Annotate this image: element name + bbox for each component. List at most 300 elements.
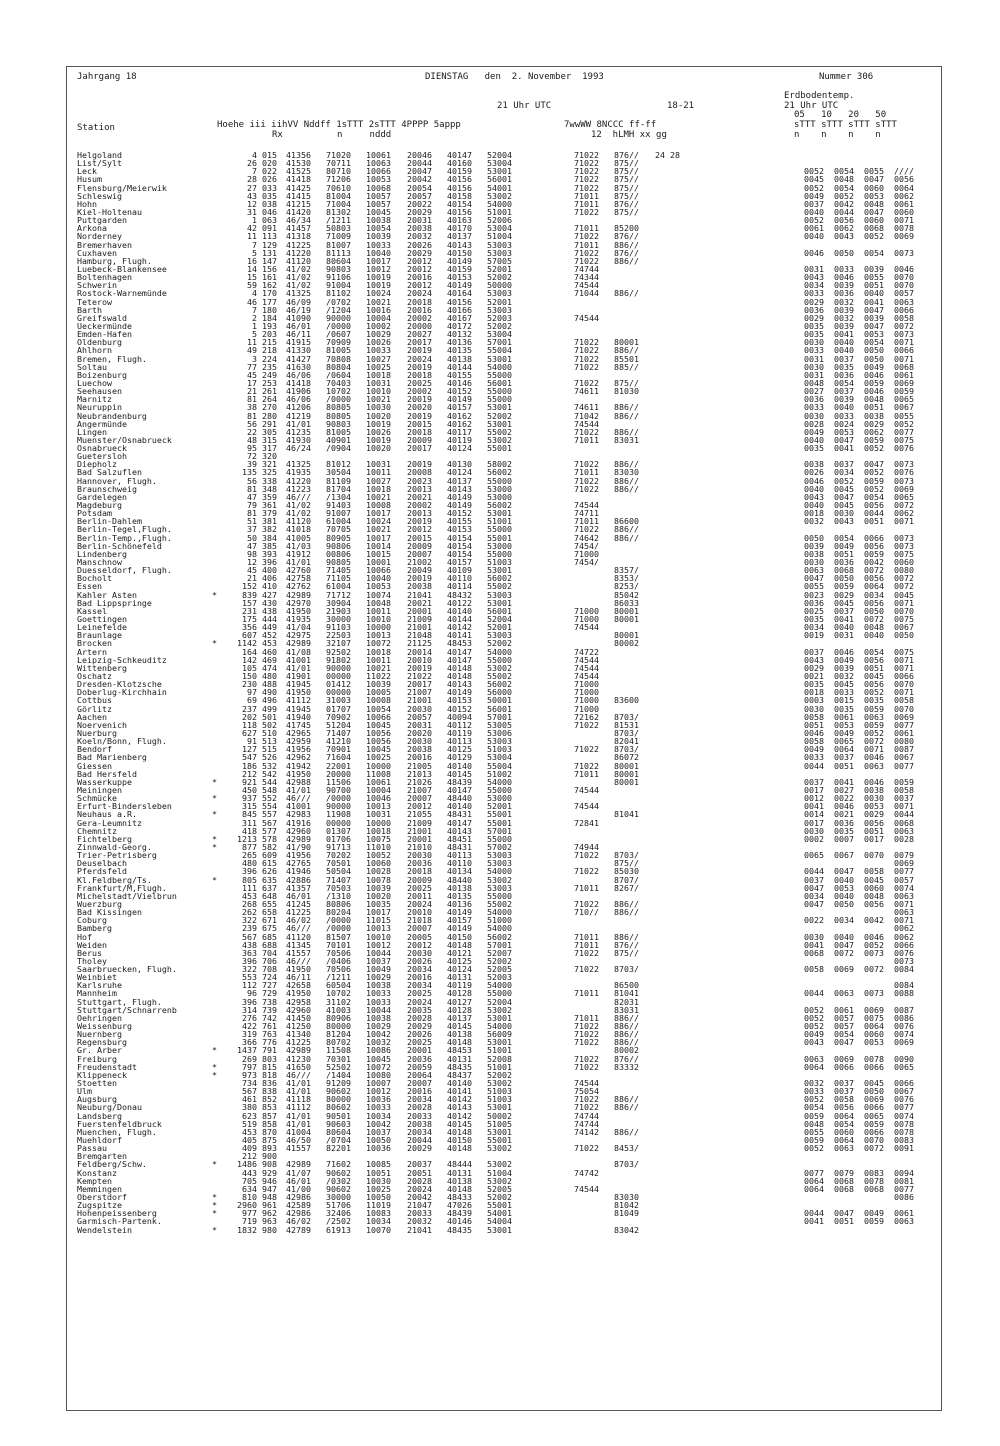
station-altitude: 91 <box>247 736 257 747</box>
synop-group: 20036 <box>407 858 432 869</box>
soil-temperature-value: 0077 <box>894 1183 914 1194</box>
soil-temperature-value: 0061 <box>894 727 914 738</box>
station-altitude: 269 <box>242 1053 257 1064</box>
synop-group: 20026 <box>407 1029 432 1040</box>
soil-temperature-value: 0067 <box>894 402 914 413</box>
station-index: 552 <box>262 793 277 804</box>
synop-group: 42986 <box>286 1192 311 1202</box>
station-altitude: 202 <box>242 711 257 722</box>
soil-temperature-value: 0060 <box>864 182 884 193</box>
synop-group: 875// <box>614 377 639 388</box>
synop-group: 81004 <box>326 190 351 201</box>
station-name: Bendorf <box>77 744 112 755</box>
station-index: 046 <box>262 206 277 217</box>
synop-group: 40148 <box>447 662 472 673</box>
synop-group: 20021 <box>407 597 432 608</box>
synop-group: 41/01 <box>286 557 311 568</box>
station-altitude: 15 <box>247 272 257 283</box>
synop-group: 10017 <box>366 907 391 918</box>
soil-temperature-value: 0053 <box>864 801 884 812</box>
synop-group: 10045 <box>366 744 391 755</box>
report-number: Nummer 306 <box>819 72 874 82</box>
soil-temperature-value: 0064 <box>804 1061 824 1072</box>
station-name: Marnitz <box>77 394 112 405</box>
synop-group: 71405 <box>326 565 351 576</box>
station-index: 438 <box>262 605 277 616</box>
synop-group: 21007 <box>407 784 432 795</box>
soil-temperature-value: 0050 <box>834 247 854 258</box>
synop-group: 10056 <box>366 736 391 747</box>
soil-temperature-value: 0056 <box>864 500 884 511</box>
soil-temperature-value: 0040 <box>834 622 854 633</box>
synop-group: 10014 <box>366 540 391 551</box>
synop-group: 10070 <box>366 1224 391 1235</box>
station-name: Stuttgart, Flugh. <box>77 996 162 1007</box>
station-altitude: 810 <box>242 1192 257 1202</box>
synop-group: 71011 <box>574 239 599 250</box>
synop-group: 40149 <box>447 923 472 934</box>
synop-group: 886// <box>614 345 639 356</box>
synop-group: 42989 <box>286 589 311 600</box>
station-name: Schleswig <box>77 190 122 201</box>
soil-temperature-value: 0062 <box>894 508 914 519</box>
synop-group: 71000 <box>574 548 599 559</box>
synop-group: 42758 <box>286 573 311 584</box>
synop-group: 54000 <box>487 646 512 657</box>
soil-temperature-value: 0071 <box>894 353 914 364</box>
station-index: 513 <box>262 736 277 747</box>
synop-group: 20020 <box>407 402 432 413</box>
soil-temperature-value: 0069 <box>894 483 914 494</box>
synop-group: 52003 <box>487 312 512 323</box>
station-altitude: 11 <box>247 337 257 348</box>
synop-group: 71011 <box>574 768 599 779</box>
synop-group: 40141 <box>447 630 472 641</box>
synop-group: 40110 <box>447 573 472 584</box>
synop-group: 91713 <box>326 841 351 852</box>
synop-group: 40143 <box>447 679 472 690</box>
synop-group: 74711 <box>574 508 599 519</box>
station-altitude: 96 <box>247 988 257 999</box>
station-altitude: 77 <box>247 361 257 372</box>
soil-temperature-value: 0055 <box>804 1126 824 1137</box>
synop-group: 10057 <box>366 190 391 201</box>
synop-group: 10048 <box>366 597 391 608</box>
synop-group: 85501 <box>614 353 639 364</box>
station-index: 515 <box>262 744 277 755</box>
synop-group: 40154 <box>447 532 472 543</box>
soil-temperature-value: 0033 <box>804 402 824 413</box>
soil-temperature-value: 0058 <box>804 711 824 722</box>
station-altitude: 409 <box>242 1143 257 1154</box>
synop-group: 20024 <box>407 288 432 299</box>
synop-group: 40172 <box>447 320 472 331</box>
soil-temperature-value: 0051 <box>864 825 884 836</box>
synop-group: 74544 <box>574 1078 599 1089</box>
soil-temperature-value: 0048 <box>864 622 884 633</box>
synop-group: 71022 <box>574 255 599 266</box>
station-name: Oschatz <box>77 671 112 681</box>
synop-group: 41946 <box>286 866 311 877</box>
soil-temperature-value: 0068 <box>804 947 824 958</box>
soil-temperature-value: 0079 <box>834 1167 854 1178</box>
station-name: Doberlug-Kirchhain <box>77 687 167 698</box>
soil-temperature-value: 0037 <box>834 353 854 364</box>
synop-group: /1304 <box>326 491 351 502</box>
soil-temperature-value: 0072 <box>894 320 914 331</box>
synop-group: 40901 <box>326 434 351 445</box>
station-name: Luechow <box>77 377 112 388</box>
synop-group: 41001 <box>286 654 311 665</box>
synop-group: 40145 <box>447 1021 472 1032</box>
synop-group: 20033 <box>407 1208 432 1219</box>
synop-group: 80001 <box>614 614 639 625</box>
synop-group: 20012 <box>407 263 432 274</box>
synop-group: 41/02 <box>286 263 311 274</box>
soil-temperature-value: 0078 <box>894 1126 914 1137</box>
station-altitude: 7 <box>252 239 257 250</box>
synop-group: 11008 <box>366 768 391 779</box>
synop-group: 10033 <box>366 996 391 1007</box>
synop-group: 40166 <box>447 304 472 315</box>
station-altitude: 380 <box>242 1102 257 1113</box>
station-altitude: 118 <box>242 719 257 730</box>
station-index: 490 <box>262 687 277 698</box>
soil-temperature-value: 0040 <box>834 874 854 885</box>
station-altitude: 81 <box>247 508 257 519</box>
station-altitude: 519 <box>242 1118 257 1129</box>
station-index: 582 <box>262 841 277 852</box>
soil-temperature-value: 0072 <box>864 565 884 576</box>
station-name: Karlsruhe <box>77 980 122 991</box>
soil-temperature-value: 0069 <box>894 231 914 242</box>
synop-group: 01706 <box>326 833 351 844</box>
soil-temperature-value: 0063 <box>894 296 914 307</box>
synop-group: 710// <box>574 907 599 918</box>
station-name: Erfurt-Bindersleben <box>77 801 172 812</box>
soil-temperature-value: 0062 <box>834 223 854 234</box>
station-altitude: 98 <box>247 548 257 559</box>
synop-group: 10000 <box>366 760 391 771</box>
synop-group: 41018 <box>286 524 311 535</box>
synop-group: 20009 <box>407 434 432 445</box>
synop-group: 10012 <box>366 1086 391 1097</box>
synop-group: 20027 <box>407 329 432 340</box>
synop-group: 41420 <box>286 206 311 217</box>
soil-temperature-value: 0083 <box>864 1167 884 1178</box>
station-name: Helgoland <box>77 150 122 160</box>
soil-temperature-value: 0035 <box>834 825 854 836</box>
station-index: 215 <box>262 337 277 348</box>
synop-group: 71022 <box>574 459 599 470</box>
station-index: 035 <box>262 190 277 201</box>
soil-temperature-value: 0034 <box>804 280 824 291</box>
station-index: 688 <box>262 939 277 950</box>
synop-group: 41/02 <box>286 280 311 291</box>
synop-group: 71712 <box>326 589 351 600</box>
synop-group: 53001 <box>487 1102 512 1113</box>
synop-group: 83030 <box>614 467 639 478</box>
soil-temperature-value: 0063 <box>804 565 824 576</box>
station-index: 113 <box>262 231 277 242</box>
synop-group: 20019 <box>407 345 432 356</box>
synop-group: 53004 <box>487 158 512 169</box>
synop-group: 50002 <box>487 1110 512 1121</box>
synop-group: 42975 <box>286 630 311 641</box>
synop-group: 40142 <box>447 1110 472 1121</box>
synop-group: 41418 <box>286 377 311 388</box>
station-index: 635 <box>262 874 277 885</box>
synop-group: 40162 <box>447 418 472 429</box>
synop-group: 40113 <box>447 850 472 861</box>
synop-group: 21041 <box>407 1224 432 1235</box>
soil-temperature-value: 0044 <box>804 866 824 877</box>
synop-group: 41415 <box>286 190 311 201</box>
synop-group: 52006 <box>487 215 512 226</box>
synop-group: 886// <box>614 898 639 909</box>
synop-group: 10068 <box>366 182 391 193</box>
station-altitude: 634 <box>242 1183 257 1194</box>
synop-group: 40149 <box>447 280 472 291</box>
synop-group: 42762 <box>286 581 311 592</box>
synop-group: 40145 <box>447 1118 472 1129</box>
soil-temperature-value: 0034 <box>804 890 824 901</box>
synop-group: 74544 <box>574 280 599 291</box>
synop-group: 41915 <box>286 337 311 348</box>
synop-group: 20017 <box>407 679 432 690</box>
synop-group: 31102 <box>326 996 351 1007</box>
synop-group: 53001 <box>487 508 512 519</box>
soil-temperature-value: 0052 <box>864 443 884 454</box>
synop-group: 52001 <box>487 622 512 633</box>
synop-group: 53001 <box>487 597 512 608</box>
synop-group: 42986 <box>286 1208 311 1219</box>
station-name: Kempten <box>77 1175 112 1186</box>
station-altitude: 21 <box>247 573 257 584</box>
synop-group: 20028 <box>407 1012 432 1023</box>
soil-temperature-value: 0033 <box>834 410 854 421</box>
synop-group: 80002 <box>614 638 639 649</box>
soil-temperature-value: 0060 <box>894 557 914 568</box>
synop-group: 41325 <box>286 459 311 470</box>
synop-group: 40149 <box>447 907 472 918</box>
soil-temperature-value: 0038 <box>804 548 824 559</box>
station-row <box>77 1144 939 1152</box>
synop-group: 10057 <box>366 198 391 209</box>
synop-group: /1204 <box>326 304 351 315</box>
synop-group: 21001 <box>407 622 432 633</box>
station-name: Kiel-Holtenau <box>77 206 142 217</box>
station-name: Landsberg <box>77 1110 122 1121</box>
station-name: Gera-Leumnitz <box>77 817 142 828</box>
soil-temperature-value: 0052 <box>864 687 884 698</box>
synop-group: 52502 <box>326 1061 351 1072</box>
synop-group: 82201 <box>326 1143 351 1154</box>
synop-group: 10042 <box>366 1029 391 1040</box>
soil-temperature-value: 0053 <box>834 426 854 437</box>
soil-temperature-value: 0063 <box>894 890 914 901</box>
station-name: Greifswald <box>77 312 127 323</box>
station-name: Schwerin <box>77 280 117 291</box>
synop-group: 21047 <box>407 1200 432 1211</box>
station-altitude: 845 <box>242 809 257 820</box>
synop-group: 51005 <box>487 1118 512 1129</box>
station-name: Klippeneck <box>77 1069 127 1080</box>
synop-group: 42988 <box>286 776 311 787</box>
synop-group: 71011 <box>574 198 599 209</box>
station-name: Pferdsfeld <box>77 866 127 877</box>
synop-group: 70711 <box>326 158 351 169</box>
synop-group: 10039 <box>366 882 391 893</box>
synop-group: 21010 <box>407 841 432 852</box>
synop-group: 10005 <box>366 687 391 698</box>
station-name: Wendelstein <box>77 1224 132 1235</box>
soil-temperature-value: 0047 <box>864 174 884 185</box>
soil-temperature-value: 0069 <box>894 377 914 388</box>
synop-group: 74611 <box>574 402 599 413</box>
synop-group: 71022 <box>574 524 599 535</box>
station-name: Soltau <box>77 361 107 372</box>
synop-group: 20026 <box>407 239 432 250</box>
soil-temperature-value: 0029 <box>864 418 884 429</box>
synop-group: 10078 <box>366 874 391 885</box>
station-altitude: 705 <box>242 1175 257 1186</box>
synop-group: 41005 <box>286 532 311 543</box>
synop-group: 8703/ <box>614 711 639 722</box>
station-altitude: 46 <box>247 296 257 307</box>
synop-group: 48451 <box>447 833 472 844</box>
station-altitude: 1 <box>252 215 257 226</box>
synop-group: 8253/ <box>614 581 639 592</box>
synop-group: 10029 <box>366 329 391 340</box>
synop-group: 46/24 <box>286 443 311 454</box>
synop-group: 56001 <box>487 174 512 185</box>
station-altitude: 12 <box>247 198 257 209</box>
synop-group: 8453/ <box>614 1143 639 1154</box>
synop-group: 20038 <box>407 581 432 592</box>
synop-group: 40162 <box>447 410 472 421</box>
synop-group: 74744 <box>574 1110 599 1121</box>
station-altitude: 39 <box>247 459 257 470</box>
synop-group: 21125 <box>407 638 432 649</box>
synop-group: 41219 <box>286 410 311 421</box>
soil-temperature-value: 0046 <box>804 727 824 738</box>
synop-group: 40156 <box>447 174 472 185</box>
synop-group: 10025 <box>366 752 391 763</box>
soil-temperature-value: 0053 <box>864 329 884 340</box>
soil-temperature-value: 0029 <box>834 589 854 600</box>
soil-temperature-value: 0054 <box>834 1118 854 1129</box>
synop-group: 41950 <box>286 988 311 999</box>
synop-group: 11015 <box>366 915 391 926</box>
soil-temperature-value: 0019 <box>804 630 824 641</box>
synop-group: 54000 <box>487 361 512 372</box>
soil-temperature-value: 0032 <box>804 516 824 527</box>
soil-temperature-value: 0071 <box>894 662 914 673</box>
station-altitude: 734 <box>242 1078 257 1089</box>
soil-temperature-value: 0075 <box>894 646 914 657</box>
synop-group: 51001 <box>487 1045 512 1056</box>
station-altitude: 150 <box>242 671 257 681</box>
soil-temperature-value: 0045 <box>834 679 854 690</box>
synop-group: 55000 <box>487 524 512 535</box>
synop-group: 71022 <box>574 231 599 242</box>
synop-group: 71022 <box>574 850 599 861</box>
soil-temperature-value: 0033 <box>834 687 854 698</box>
station-name: Koeln/Bonn, Flugh. <box>77 736 167 747</box>
soil-temperature-value: 0064 <box>804 1175 824 1186</box>
synop-group: 91004 <box>326 280 351 291</box>
synop-group: 42886 <box>286 874 311 885</box>
soil-temperature-value: 0018 <box>804 687 824 698</box>
station-name: Hof <box>77 931 92 942</box>
soil-temperature-value: 0049 <box>804 190 824 201</box>
soil-temperature-value: 0072 <box>894 573 914 584</box>
synop-group: 41225 <box>286 907 311 918</box>
synop-group: 56002 <box>487 573 512 584</box>
station-index: 177 <box>262 296 277 307</box>
soil-temperature-value: 0066 <box>894 304 914 315</box>
synop-group: 10049 <box>366 964 391 975</box>
synop-group: 80001 <box>614 337 639 348</box>
synop-group: 41250 <box>286 1021 311 1032</box>
soil-temperature-value: 0045 <box>804 174 824 185</box>
synop-group: 20019 <box>407 573 432 584</box>
right-columns-subheader: 12 hLMH xx gg <box>591 130 667 140</box>
station-altitude: 839 <box>242 589 257 600</box>
synop-group: 40124 <box>447 443 472 454</box>
station-index: 430 <box>262 597 277 608</box>
synop-group: 41525 <box>286 166 311 177</box>
synop-group: 41/90 <box>286 841 311 852</box>
soil-temperature-value: 0071 <box>894 654 914 665</box>
soil-temperature-value: 0070 <box>864 1135 884 1146</box>
synop-group: 53003 <box>487 850 512 861</box>
station-index: 348 <box>262 483 277 494</box>
soil-temperature-value: 0063 <box>894 1216 914 1227</box>
soil-temperature-value: 0072 <box>834 947 854 958</box>
soil-temperature-value: 0050 <box>834 898 854 909</box>
station-index: 359 <box>262 491 277 502</box>
synop-group: 41245 <box>286 898 311 909</box>
station-index: 218 <box>262 345 277 356</box>
synop-group: 10066 <box>366 711 391 722</box>
station-altitude: 315 <box>242 801 257 812</box>
station-name: Berlin-Schönefeld <box>77 540 162 551</box>
station-index: 577 <box>262 825 277 836</box>
soil-temperature-value: 0070 <box>894 605 914 616</box>
synop-group: 55002 <box>487 426 512 437</box>
synop-group: 81042 <box>614 1200 639 1211</box>
synop-group: 71022 <box>574 964 599 975</box>
station-altitude: 45 <box>247 565 257 576</box>
station-name: Leck <box>77 166 97 177</box>
soil-temperature-value: 0073 <box>894 329 914 340</box>
station-name: Coburg <box>77 915 107 926</box>
soil-temperature-value: 0031 <box>804 353 824 364</box>
synop-group: 40140 <box>447 801 472 812</box>
soil-temperature-value: 0049 <box>864 1208 884 1219</box>
synop-group: 40124 <box>447 467 472 478</box>
synop-group: 71000 <box>574 679 599 690</box>
soil-temperature-value: 0061 <box>834 711 854 722</box>
synop-group: 40131 <box>447 972 472 983</box>
station-index: 249 <box>262 369 277 380</box>
soil-temperature-value: 0052 <box>804 1094 824 1105</box>
synop-group: 10053 <box>366 174 391 185</box>
soil-temperature-value: 0051 <box>864 280 884 291</box>
synop-group: 46/19 <box>286 304 311 315</box>
